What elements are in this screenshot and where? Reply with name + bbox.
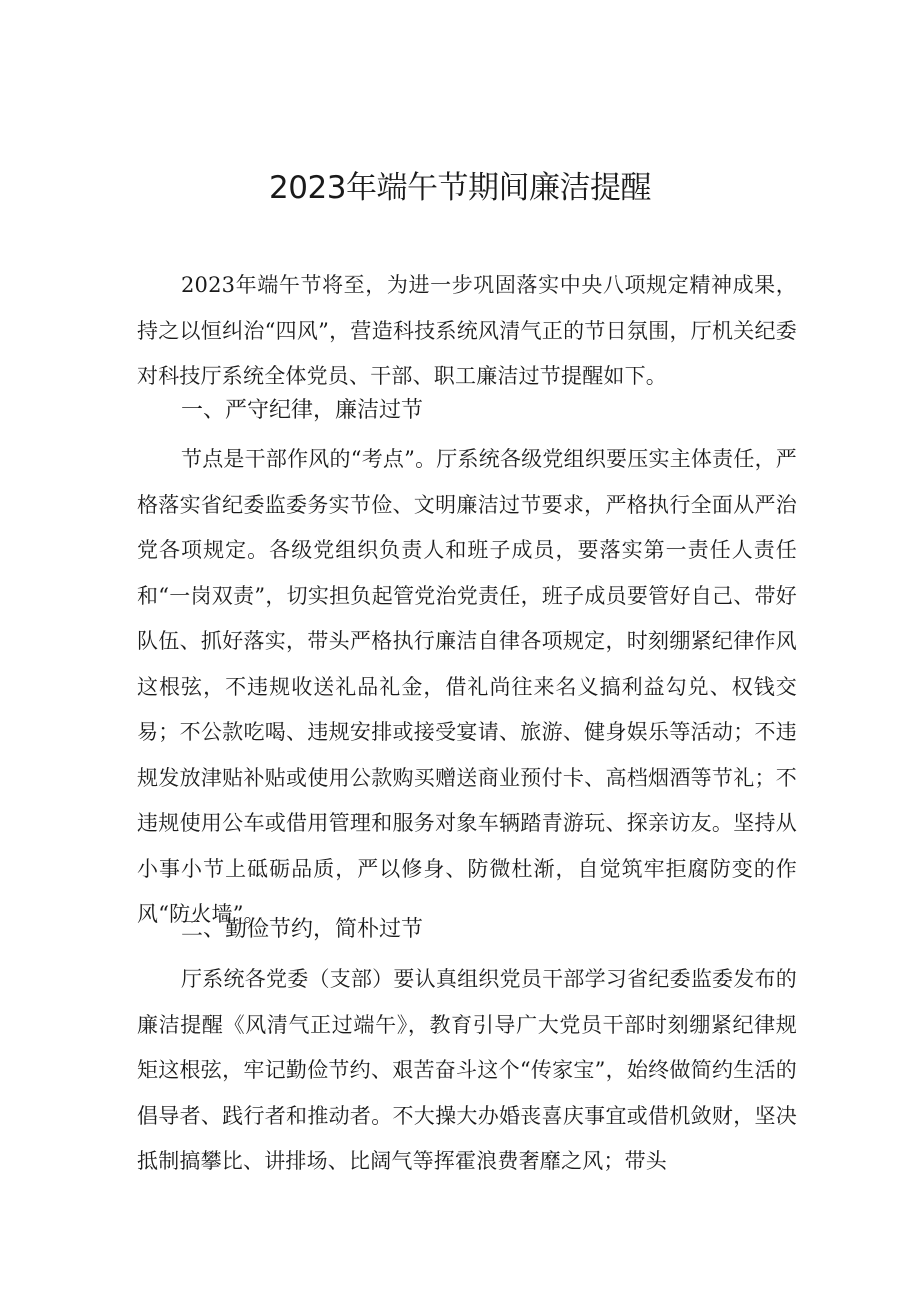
section-heading-2: 二、勤俭节约，简朴过节 bbox=[181, 917, 424, 942]
section-body-2: 厅系统各党委（支部）要认真组织党员干部学习省纪委监委发布的廉洁提醒《风清气正过端午》，教育引导广大党员干部时刻绷紧纪律规矩这根弦，牢记勤俭节约、艰苦奋斗这个“传家宝”，始终做简约生活的倡导者、践行者和推动者。不大操大办婚丧喜庆事宜或借机敛财，坚决抵制搞攀比、讲排场、比阔气等挥霍浪费奢靡之风；带头 bbox=[137, 967, 797, 1173]
document-title: 2023年端午节期间廉洁提醒 bbox=[269, 170, 651, 206]
section-body-1: 节点是干部作风的“考点”。厅系统各级党组织要压实主体责任，严格落实省纪委监委务实节俭、文明廉洁过节要求，严格执行全面从严治党各项规定。各级党组织负责人和班子成员，要落实第一责任人责任和“一岗双责”，切实担负起管党治党责任，班子成员要管好自己、带好队伍、抓好落实，带头严格执行廉洁自律各项规定，时刻绷紧纪律作风这根弦，不违规收送礼品礼金，借礼尚往来名义搞利益勾兑、权钱交易；不公款吃喝、违规安排或接受宴请、旅游、健身娱乐等活动；不违规发放津贴补贴或使用公款购买赠送商业预付卡、高档烟酒等节礼；不违规使用公车或借用管理和服务对象车辆踏青游玩、探亲访友。坚持从小事小节上砥砺品质，严以修身、防微杜渐，自觉筑牢拒腐防变的作风“防火墙”。 bbox=[137, 447, 797, 926]
intro-paragraph: 2023年端午节将至，为进一步巩固落实中央八项规定精神成果，持之以恒纠治“四风”，营造科技系统风清气正的节日氛围，厅机关纪委对科技厅系统全体党员、干部、职工廉洁过节提醒如下。 bbox=[137, 273, 797, 388]
section-heading-1: 一、严守纪律，廉洁过节 bbox=[181, 398, 424, 423]
